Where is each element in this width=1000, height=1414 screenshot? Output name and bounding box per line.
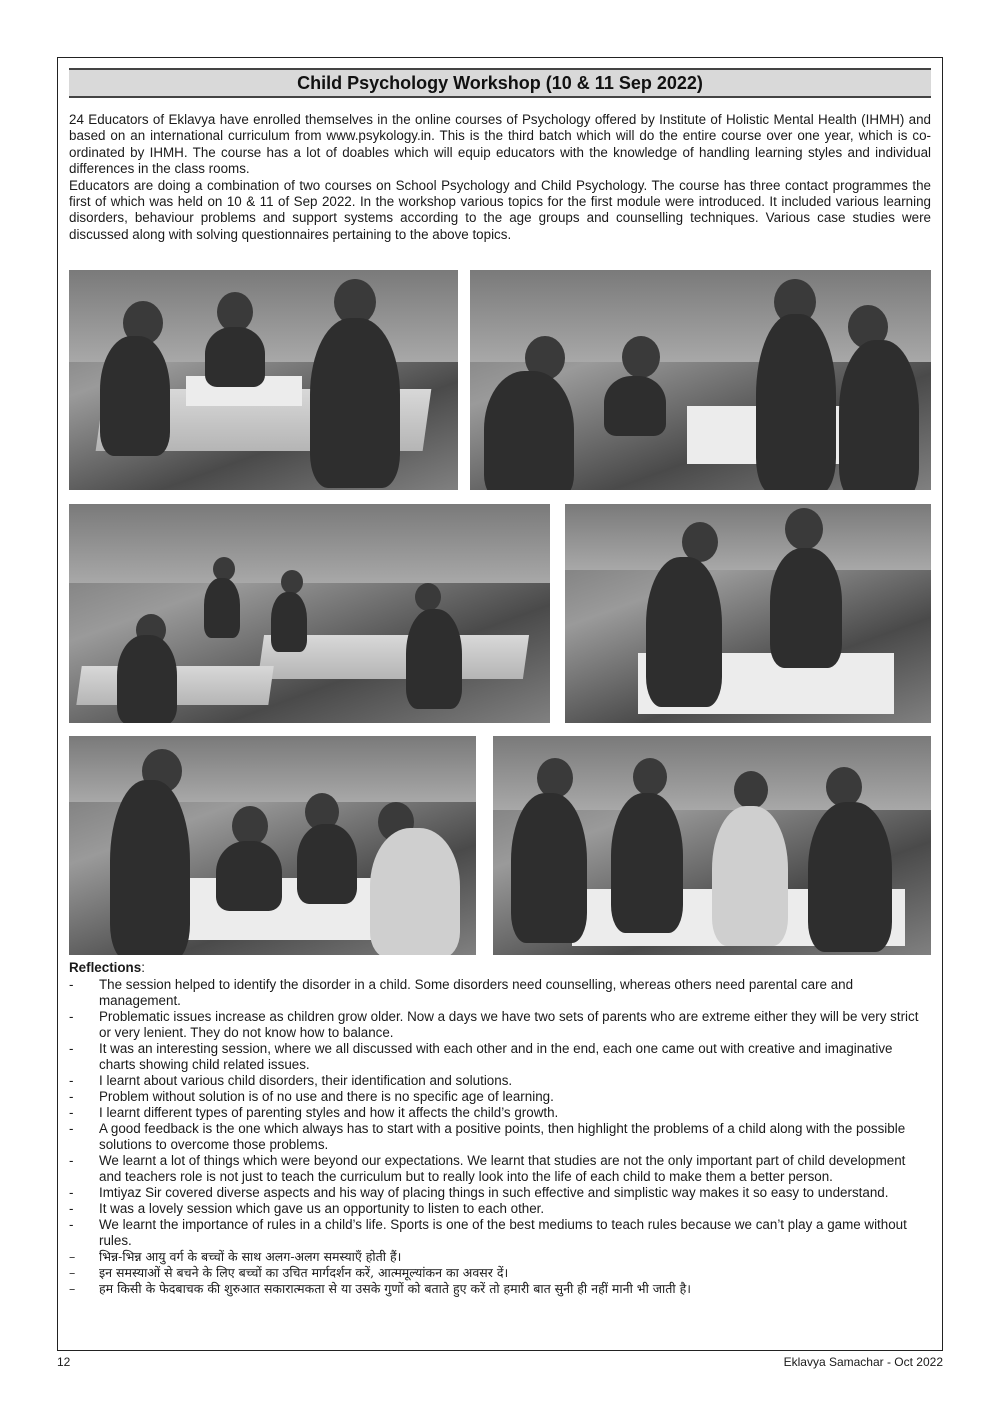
intro-paragraph-1: 24 Educators of Eklavya have enrolled themselves in the online courses of Psychology offered by Institute of Holistic Mental Health (IHMH) and based on an international curriculum from www.psykology.in. This is the third batch which will do the entire course over one year, which is co-ordinated by IHMH. The course has a lot of doables which will equip educators with the knowledge of handling learning styles and individual differences in the class rooms. bbox=[69, 112, 931, 177]
workshop-photo-6 bbox=[493, 736, 931, 955]
page-number: 12 bbox=[57, 1355, 71, 1369]
workshop-photo-3 bbox=[69, 504, 550, 723]
workshop-photo-4 bbox=[565, 504, 931, 723]
list-item: - We learnt a lot of things which were beyond our expectations. We learnt that studies are not the only important part of child development and teachers role is not just to teach the curriculum but to really look into the life of each child to make them a better person. bbox=[69, 1153, 906, 1184]
list-item: - Problematic issues increase as children grow older. Now a days we have two sets of parents who are extreme either they will be very strict or very lenient. They do not know how to balance. bbox=[69, 1009, 919, 1040]
reflections-section bbox=[69, 960, 931, 1297]
publication-footer: Eklavya Samachar - Oct 2022 bbox=[783, 1355, 943, 1369]
list-item-hindi: – इन समस्याओं से बचने के लिए बच्चों का उचित मार्गदर्शन करें, आत्ममूल्यांकन का अवसर दें। bbox=[69, 1265, 509, 1280]
list-item: - Problem without solution is of no use and there is no specific age of learning. bbox=[69, 1089, 554, 1104]
list-item: - The session helped to identify the disorder in a child. Some disorders need counselling, whereas others need parental care and management. bbox=[69, 977, 854, 1008]
list-item: - We learnt the importance of rules in a child’s life. Sports is one of the best mediums to teach rules because we can’t play a game without rules. bbox=[69, 1217, 907, 1248]
intro-text bbox=[69, 112, 931, 243]
workshop-photo-5 bbox=[69, 736, 476, 955]
list-item-hindi: – भिन्न-भिन्न आयु वर्ग के बच्चों के साथ अलग-अलग समस्याएँ होती हैं। bbox=[69, 1249, 402, 1264]
list-item: - Imtiyaz Sir covered diverse aspects and his way of placing things in such effective and simplistic way makes it so easy to understand. bbox=[69, 1185, 889, 1200]
intro-paragraph-2: Educators are doing a combination of two courses on School Psychology and Child Psychology. The course has three contact programmes the first of which was held on 10 & 11 of Sep 2022. In the workshop various topics for the first module were introduced. It included various learning disorders, behaviour problems and support systems according to the age groups and counselling techniques. Various case studies were discussed along with solving questionnaires pertaining to the above topics. bbox=[69, 177, 931, 242]
reflections-list bbox=[69, 977, 931, 1297]
list-item: - I learnt about various child disorders, their identification and solutions. bbox=[69, 1073, 513, 1088]
workshop-photo-2 bbox=[470, 270, 931, 490]
page-title: Child Psychology Workshop (10 & 11 Sep 2022) bbox=[69, 68, 931, 98]
workshop-photo-1 bbox=[69, 270, 458, 490]
list-item: - I learnt different types of parenting styles and how it affects the child’s growth. bbox=[69, 1105, 559, 1120]
list-item: - It was a lovely session which gave us an opportunity to listen to each other. bbox=[69, 1201, 545, 1216]
list-item-hindi: – हम किसी के फेदबाचक की शुरुआत सकारात्मकता से या उसके गुणों को बताते हुए करें तो हमारी बात सुनी ही नहीं मानी भी जाती है। bbox=[69, 1281, 692, 1296]
reflections-heading: Reflections: bbox=[69, 960, 145, 975]
list-item: - It was an interesting session, where we all discussed with each other and in the end, each one came out with creative and imaginative charts showing child related issues. bbox=[69, 1041, 893, 1072]
list-item: - A good feedback is the one which always has to start with a positive points, then highlight the problems of a child along with the possible solutions to overcome those problems. bbox=[69, 1121, 906, 1152]
